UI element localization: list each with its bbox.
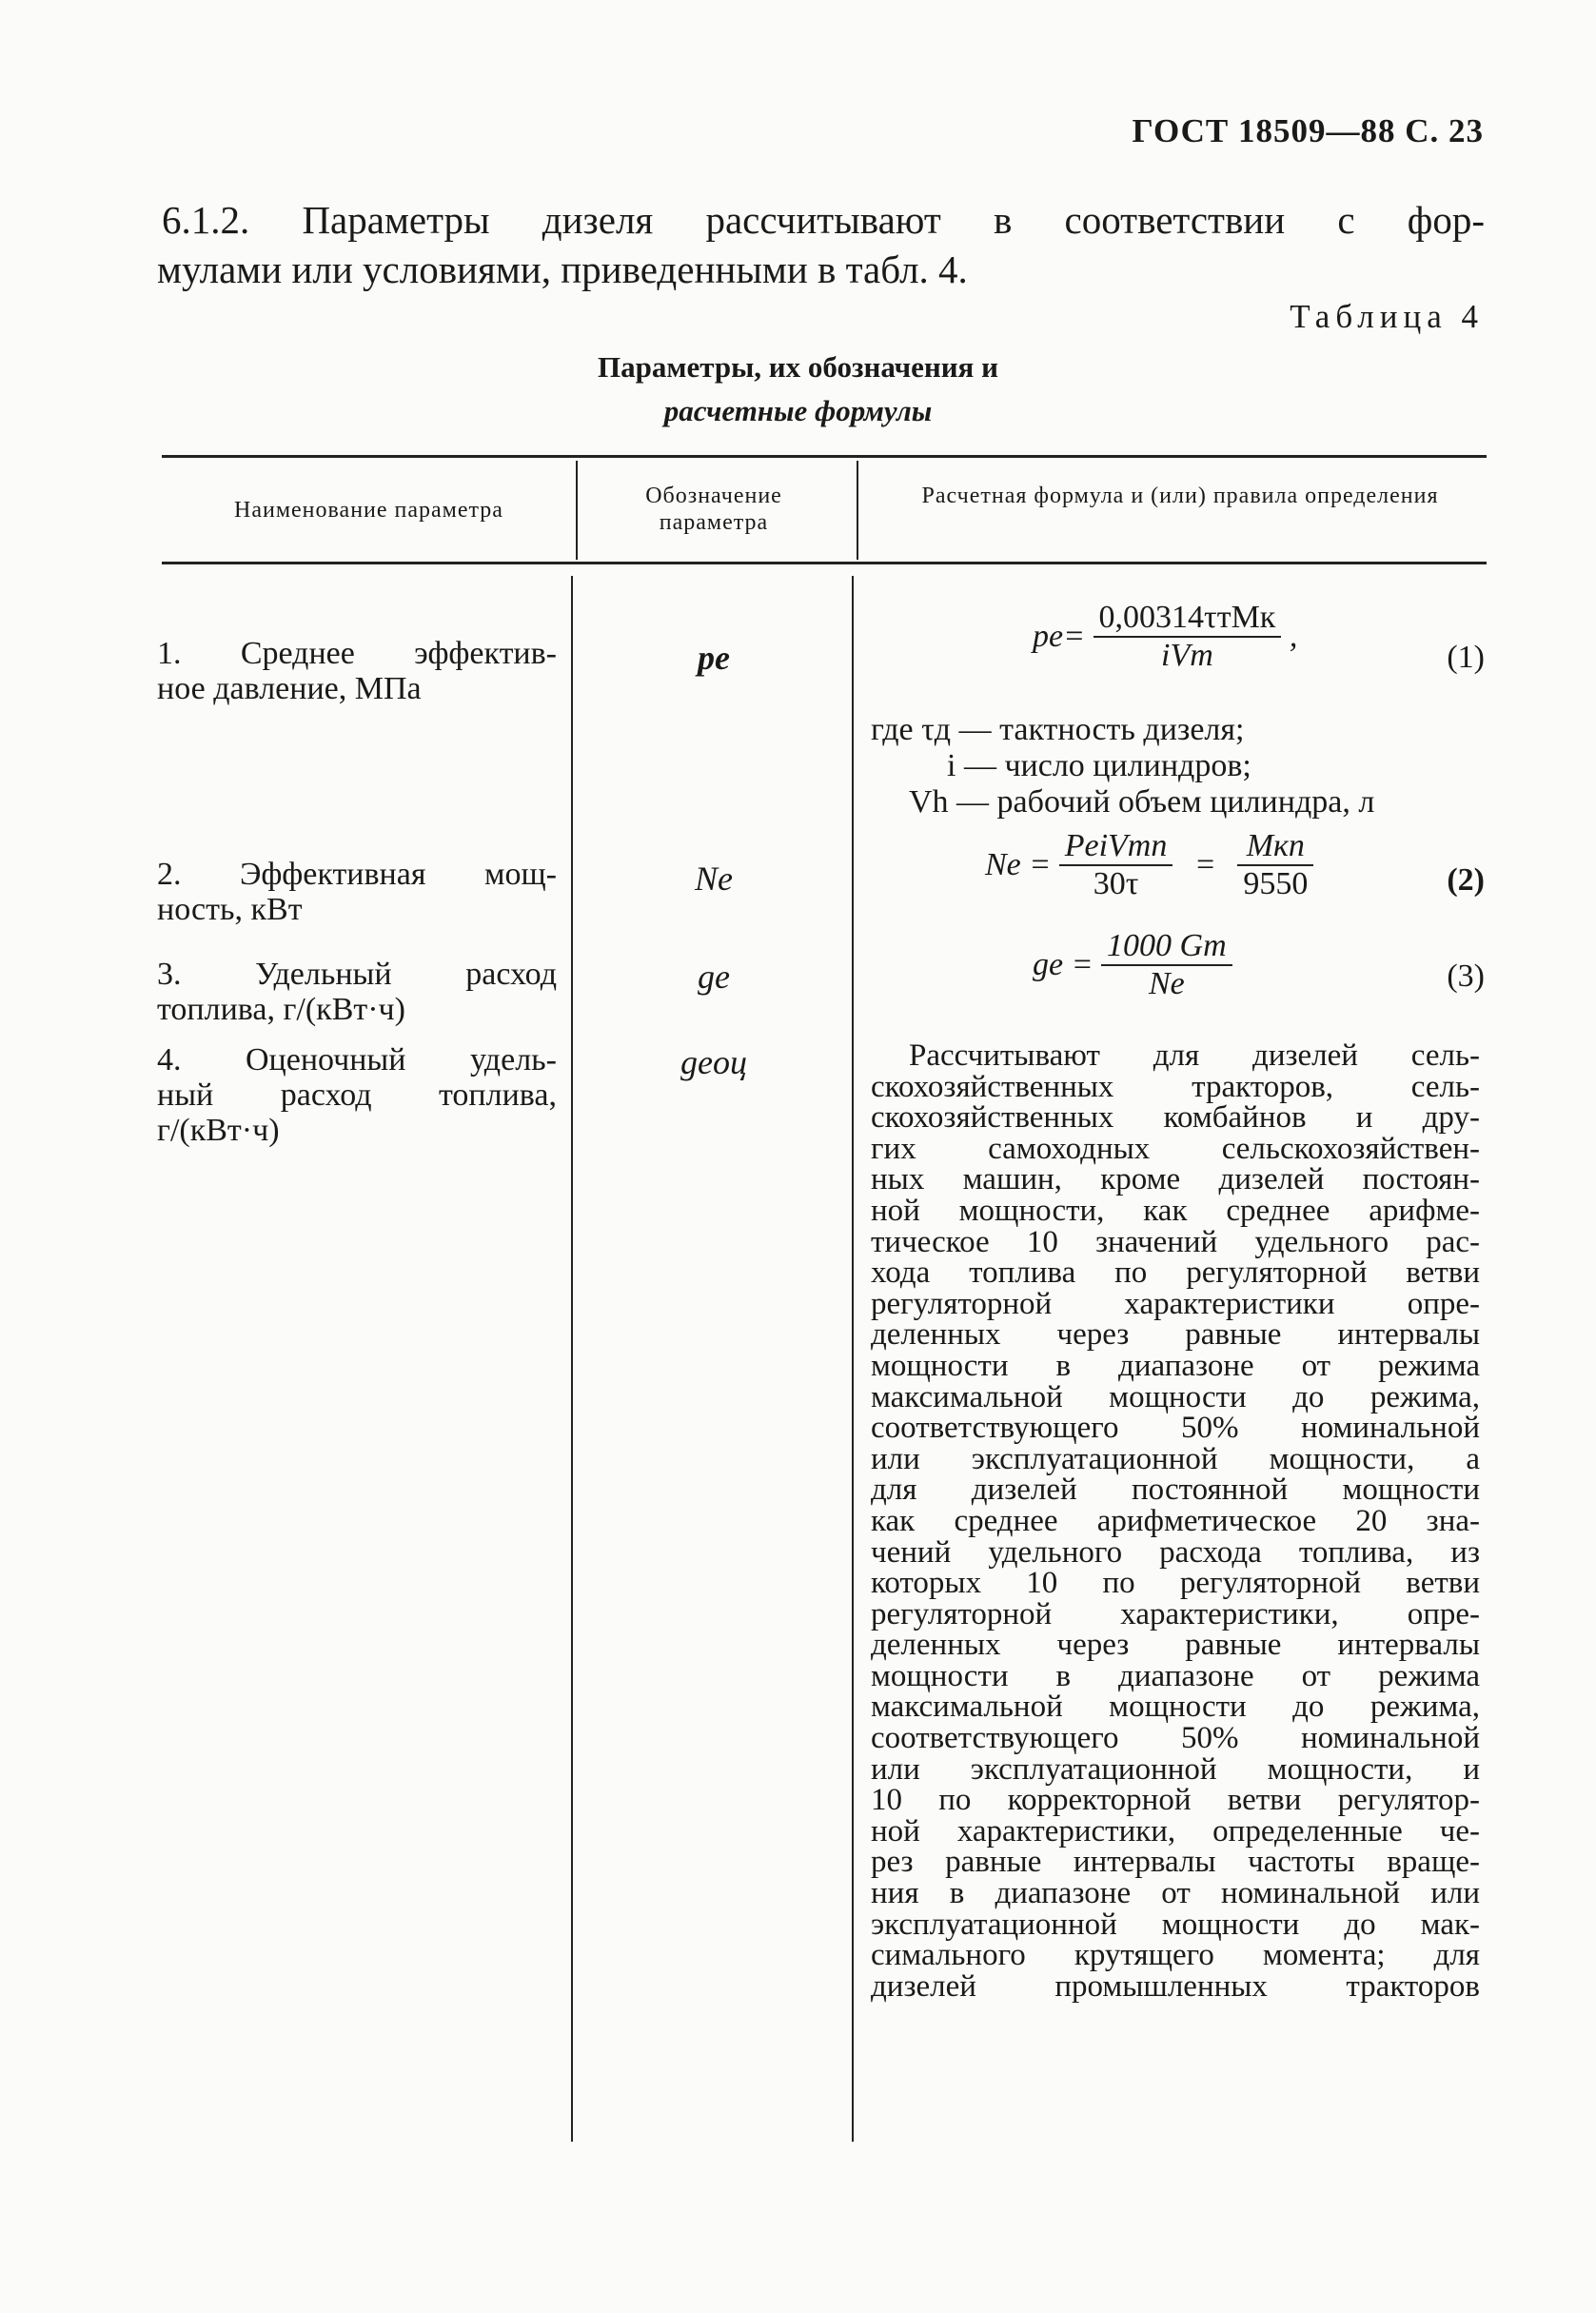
row-4-text-line: или эксплуатационной мощности, и [871, 1751, 1480, 1787]
row-4-text-line: мощности в диапазоне от режима [871, 1658, 1480, 1693]
table-caption-line-1: Параметры, их обозначения и [598, 350, 998, 384]
row-4-text-line: ной мощности, как среднее арифме- [871, 1193, 1480, 1228]
row-4-text-line: соответствующего 50% номинальной [871, 1411, 1480, 1446]
row-1-formula-tail: , [1289, 619, 1298, 654]
row-3-name-line-2: топлива, г/(кВт·ч) [157, 992, 405, 1027]
row-4-text-line: дизелей промышленных тракторов [871, 1968, 1480, 2004]
running-header: ГОСТ 18509—88 С. 23 [1132, 112, 1484, 149]
row-2-denominator-2: 9550 [1243, 866, 1309, 901]
row-4-text-line: деленных через равные интервалы [871, 1317, 1480, 1353]
row-4-text-line: максимальной мощности до режима, [871, 1690, 1480, 1725]
row-2-equation-number: (2) [1447, 862, 1485, 898]
column-divider-1-body [571, 576, 573, 2142]
column-header-name: Наименование параметра [234, 498, 503, 523]
row-2-numerator-1: PeiVтn [1064, 828, 1168, 863]
row-4-name-line-1: 4. Оценочный удель- [157, 1042, 557, 1077]
row-3-denominator: Ne [1148, 966, 1185, 1001]
column-divider-1 [576, 461, 578, 560]
row-2-name-line-1: 2. Эффективная мощ- [157, 857, 557, 892]
row-4-text-line: регуляторной характеристики, опре- [871, 1596, 1480, 1631]
row-4-text-line: гих самоходных сельскохозяйствен- [871, 1131, 1480, 1166]
row-4-text-line: тическое 10 значений удельного рас- [871, 1224, 1480, 1259]
column-divider-2-body [852, 576, 854, 2142]
row-2-fraction-1 [1059, 828, 1173, 902]
row-4-text-line: Рассчитывают для дизелей сель- [909, 1038, 1480, 1073]
row-4-symbol: geоц [680, 1043, 747, 1081]
row-4-text-line: мощности в диапазоне от режима [871, 1348, 1480, 1383]
row-4-text-line: 10 по корректорной ветви регулятор- [871, 1783, 1480, 1818]
row-2-symbol: Ne [695, 860, 733, 898]
intro-line-1: 6.1.2. Параметры дизеля рассчитывают в соответствии с фор- [162, 198, 1485, 242]
row-4-text-line: рез равные интервалы частоты враще- [871, 1845, 1480, 1880]
row-1-where-3: Vh — рабочий объем цилиндра, л [909, 784, 1375, 820]
row-1-name-line-1: 1. Среднее эффектив- [157, 636, 557, 671]
row-4-text-line: или эксплуатационной мощности, а [871, 1441, 1480, 1476]
column-divider-2 [857, 461, 858, 560]
row-4-text-line: скохозяйственных тракторов, сель- [871, 1069, 1480, 1104]
row-3-name-line-1: 3. Удельный расход [157, 957, 557, 992]
row-1-where-1: где τд — тактность дизеля; [871, 712, 1245, 747]
row-4-name [157, 1042, 557, 1148]
intro-paragraph [157, 195, 1485, 294]
row-2-name [157, 857, 557, 927]
row-1-where-block [871, 712, 1480, 820]
row-4-text-line: ной характеристики, определенные че- [871, 1813, 1480, 1848]
row-4-name-line-3: г/(кВт·ч) [157, 1113, 280, 1148]
row-4-text-line: эксплуатационной мощности до мак- [871, 1907, 1480, 1942]
row-1-denominator: iVт [1161, 638, 1213, 673]
row-1-name-line-2: ное давление, МПа [157, 671, 422, 706]
row-4-text-line: для дизелей постоянной мощности [871, 1473, 1480, 1508]
row-4-text-line: хода топлива по регуляторной ветви [871, 1255, 1480, 1291]
row-4-text-line: ния в диапазоне от номинальной или [871, 1876, 1480, 1911]
row-3-fraction [1101, 928, 1232, 1002]
row-1-fraction [1094, 600, 1282, 674]
row-3-formula-lhs: ge = [1033, 947, 1094, 982]
row-1-formula [952, 600, 1485, 674]
row-2-formula-eq2: = [1193, 847, 1216, 882]
row-1-equation-number: (1) [1447, 640, 1485, 675]
row-4-name-line-2: ный расход топлива, [157, 1077, 557, 1113]
row-3-name [157, 957, 557, 1027]
row-4-text-line: ных машин, кроме дизелей постоян- [871, 1162, 1480, 1197]
row-4-text-line: симального крутящего момента; для [871, 1938, 1480, 1973]
row-4-text-line: которых 10 по регуляторной ветви [871, 1566, 1480, 1601]
row-1-formula-lhs: pe= [1033, 619, 1086, 654]
row-1-where-2: i — число цилиндров; [947, 748, 1251, 783]
row-1-name [157, 636, 557, 706]
row-2-formula [952, 828, 1485, 902]
table-caption-line-2: расчетные формулы [663, 394, 933, 427]
row-3-formula [952, 928, 1485, 1002]
row-4-text-block [871, 1040, 1480, 2002]
row-1-numerator: 0,00314τтMк [1098, 600, 1276, 635]
row-4-text-line: как среднее арифметическое 20 зна- [871, 1503, 1480, 1538]
intro-line-2: мулами или условиями, приведенными в табл. 4. [157, 247, 968, 291]
row-2-numerator-2: Mкn [1246, 828, 1305, 863]
table-header-rule [162, 562, 1487, 564]
row-2-denominator-1: 30τ [1093, 866, 1139, 901]
row-4-text-line: деленных через равные интервалы [871, 1628, 1480, 1663]
column-header-symbol: Обозначение параметра [645, 484, 782, 535]
row-4-text-line: максимальной мощности до режима, [871, 1379, 1480, 1414]
row-2-formula-lhs: Ne = [985, 847, 1052, 882]
row-2-fraction-2 [1237, 828, 1313, 902]
table-top-rule [162, 455, 1487, 458]
row-4-text-line: чений удельного расхода топлива, из [871, 1534, 1480, 1570]
row-3-symbol: ge [698, 958, 730, 996]
row-4-text-line: соответствующего 50% номинальной [871, 1721, 1480, 1756]
row-1-symbol: pe [698, 639, 730, 677]
row-4-text-line: регуляторной характеристики опре- [871, 1286, 1480, 1321]
row-4-text-line: скохозяйственных комбайнов и дру- [871, 1100, 1480, 1136]
row-2-name-line-2: ность, кВт [157, 892, 303, 927]
column-header-formula: Расчетная формула и (или) правила определения [921, 484, 1439, 508]
row-3-numerator: 1000 Gт [1107, 928, 1227, 963]
table-label: Таблица 4 [1290, 298, 1484, 335]
row-3-equation-number: (3) [1447, 959, 1485, 994]
